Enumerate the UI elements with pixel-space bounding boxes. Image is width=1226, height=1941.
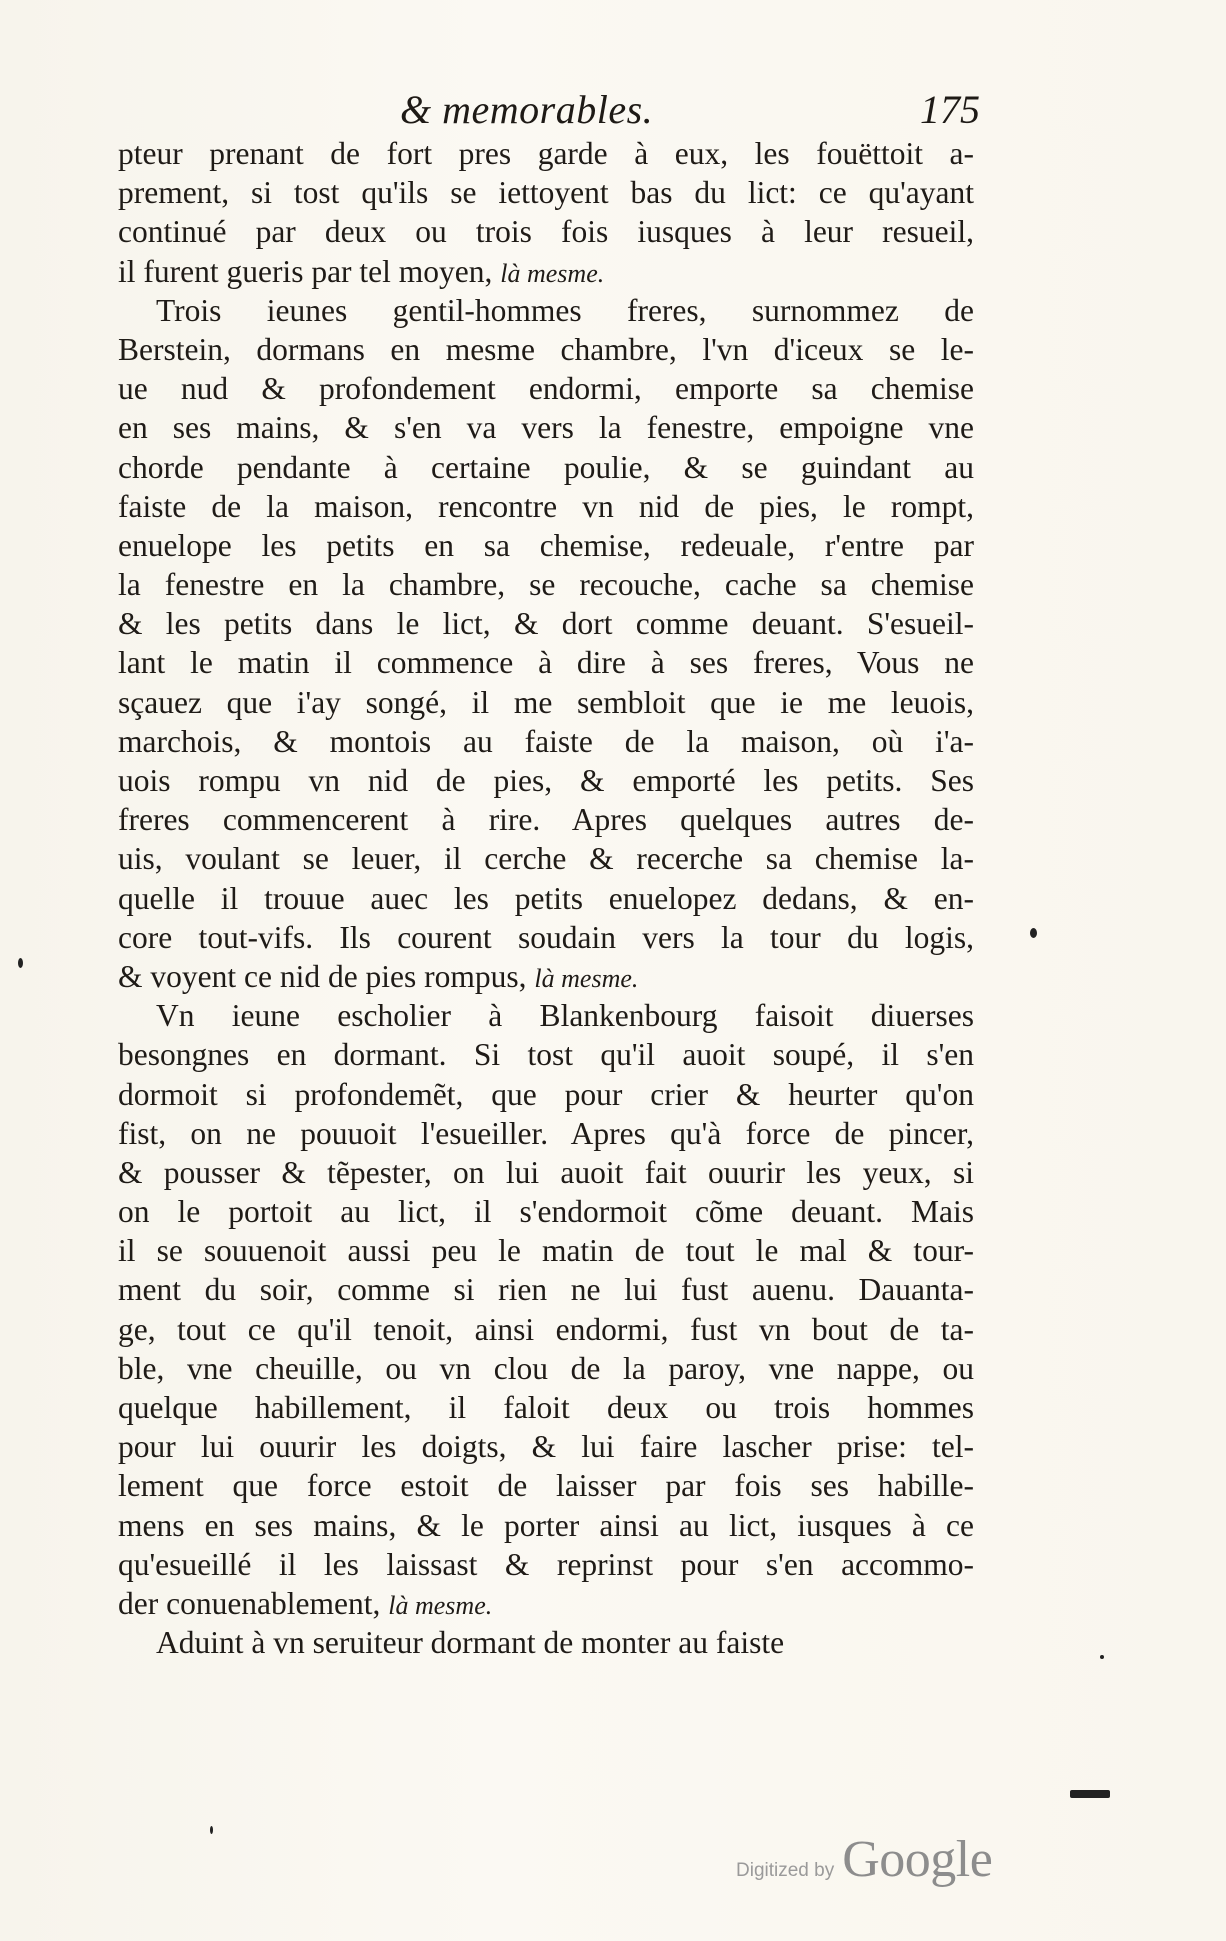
line-text: dormoit si profondemẽt, que pour crier & heurter qu'on — [118, 1076, 974, 1112]
line-text: core tout-vifs. Ils courent soudain vers la tour du logis, — [118, 919, 974, 955]
text-line — [118, 722, 974, 761]
source-reference: là mesme. — [500, 258, 605, 288]
text-line — [118, 1545, 974, 1584]
line-text: en ses mains, & s'en va vers la fenestre, empoigne vne — [118, 410, 974, 446]
line-text: chorde pendante à certaine poulie, & se guindant au — [118, 449, 974, 485]
text-line — [118, 565, 974, 604]
text-line — [118, 487, 974, 526]
line-text: prement, si tost qu'ils se iettoyent bas du lict: ce qu'ayant — [118, 175, 974, 211]
line-text: lement que force estoit de laisser par fois ses habille- — [118, 1468, 974, 1504]
line-text: Trois ieunes gentil-hommes freres, surnommez de — [156, 292, 974, 328]
text-line — [118, 212, 974, 251]
scan-speck — [1030, 928, 1037, 938]
source-reference: là mesme. — [388, 1590, 493, 1620]
text-line — [118, 134, 974, 173]
body-text — [118, 134, 974, 1662]
text-line — [118, 996, 974, 1035]
paragraph — [118, 134, 974, 291]
text-line — [118, 1270, 974, 1309]
text-line — [118, 1349, 974, 1388]
text-line — [118, 1035, 974, 1074]
running-title: & memorables. — [400, 87, 654, 132]
line-text: quelle il trouue auec les petits enuelopez dedans, & en- — [118, 880, 974, 916]
digitized-label: Digitized by — [736, 1860, 835, 1881]
text-line — [118, 761, 974, 800]
line-text: on le portoit au lict, il s'endormoit cõme deuant. Mais — [118, 1194, 974, 1230]
text-line — [118, 369, 974, 408]
text-line — [118, 1466, 974, 1505]
line-text: faiste de la maison, rencontre vn nid de pies, le rompt, — [118, 488, 974, 524]
text-line — [118, 252, 974, 291]
line-text: & les petits dans le lict, & dort comme deuant. S'esueil- — [118, 606, 974, 642]
line-text: qu'esueillé il les laissast & reprinst pour s'en accommo- — [118, 1546, 974, 1582]
text-line — [118, 1506, 974, 1545]
page-number: 175 — [920, 87, 980, 132]
digitized-watermark — [736, 1830, 992, 1889]
text-line — [118, 1075, 974, 1114]
text-line — [118, 526, 974, 565]
line-text: uis, voulant se leuer, il cerche & recerche sa chemise la- — [118, 841, 974, 877]
text-line — [118, 643, 974, 682]
line-text: freres commencerent à rire. Apres quelques autres de- — [118, 802, 974, 838]
text-line — [118, 173, 974, 212]
paragraph — [118, 1623, 974, 1662]
line-text: il se souuenoit aussi peu le matin de tout le mal & tour- — [118, 1233, 974, 1269]
line-text: ble, vne cheuille, ou vn clou de la paroy, vne nappe, ou — [118, 1350, 974, 1386]
text-line — [118, 1192, 974, 1231]
scan-speck — [18, 958, 23, 968]
scan-speck — [210, 1826, 213, 1834]
line-text: sçauez que i'ay songé, il me sembloit que ie me leuois, — [118, 684, 974, 720]
text-line — [118, 839, 974, 878]
line-text: marchois, & montois au faiste de la maison, où i'a- — [118, 723, 974, 759]
text-line — [118, 1388, 974, 1427]
line-text: ge, tout ce qu'il tenoit, ainsi endormi, fust vn bout de ta- — [118, 1311, 974, 1347]
paragraph — [118, 996, 974, 1623]
line-text: Vn ieune escholier à Blankenbourg faisoit diuerses — [156, 998, 974, 1034]
line-text: Aduint à vn seruiteur dormant de monter au faiste — [156, 1625, 785, 1661]
line-text: der conuenablement, — [118, 1585, 381, 1621]
text-line — [118, 879, 974, 918]
scan-speck — [1070, 1790, 1110, 1798]
text-line — [118, 330, 974, 369]
line-text: fist, on ne pouuoit l'esueiller. Apres qu'à force de pincer, — [118, 1115, 974, 1151]
text-line — [118, 800, 974, 839]
text-line — [118, 1310, 974, 1349]
text-line — [118, 448, 974, 487]
line-text: pour lui ouurir les doigts, & lui faire lascher prise: tel- — [118, 1429, 974, 1465]
line-text: quelque habillement, il faloit deux ou trois hommes — [118, 1390, 974, 1425]
line-text: mens en ses mains, & le porter ainsi au lict, iusques à ce — [118, 1507, 974, 1543]
line-text: lant le matin il commence à dire à ses freres, Vous ne — [118, 645, 974, 681]
text-line — [118, 1623, 974, 1662]
text-line — [118, 1231, 974, 1270]
line-text: besongnes en dormant. Si tost qu'il auoit soupé, il s'en — [118, 1037, 974, 1073]
line-text: ue nud & profondement endormi, emporte sa chemise — [118, 371, 974, 407]
line-text: enuelope les petits en sa chemise, redeuale, r'entre par — [118, 527, 974, 563]
text-line — [118, 604, 974, 643]
text-line — [118, 291, 974, 330]
text-line — [118, 683, 974, 722]
scan-speck — [1100, 1655, 1104, 1659]
paragraph — [118, 291, 974, 996]
text-line — [118, 957, 974, 996]
google-logo: Google — [842, 1831, 993, 1888]
text-line — [118, 1584, 974, 1623]
line-text: Berstein, dormans en mesme chambre, l'vn d'iceux se le- — [118, 331, 974, 367]
line-text: il furent gueris par tel moyen, — [118, 253, 493, 289]
text-line — [118, 1153, 974, 1192]
line-text: uois rompu vn nid de pies, & emporté les petits. Ses — [118, 763, 974, 798]
line-text: ment du soir, comme si rien ne lui fust auenu. Dauanta- — [118, 1272, 974, 1308]
text-line — [118, 918, 974, 957]
text-line — [118, 1114, 974, 1153]
line-text: la fenestre en la chambre, se recouche, cache sa chemise — [118, 567, 974, 603]
line-text: pteur prenant de fort pres garde à eux, les fouëttoit a- — [118, 136, 974, 171]
text-line — [118, 408, 974, 447]
source-reference: là mesme. — [534, 963, 639, 993]
line-text: & pousser & tẽpester, on lui auoit fait ouurir les yeux, si — [118, 1154, 974, 1190]
text-line — [118, 1427, 974, 1466]
line-text: & voyent ce nid de pies rompus, — [118, 958, 527, 994]
line-text: continué par deux ou trois fois iusques à leur resueil, — [118, 214, 974, 250]
